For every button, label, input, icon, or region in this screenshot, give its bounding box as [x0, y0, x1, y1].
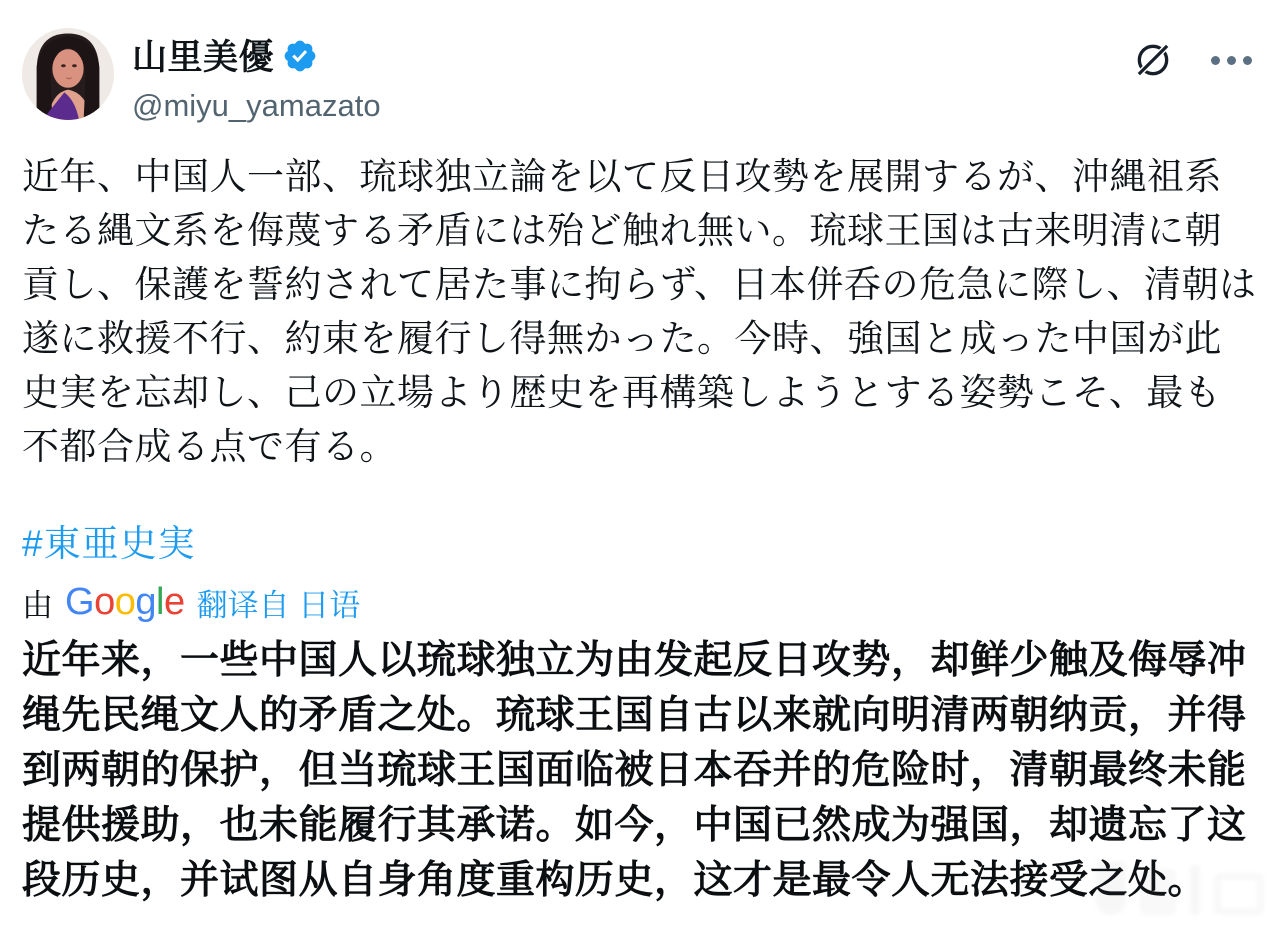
- user-handle: @miyu_yamazato: [132, 88, 381, 123]
- post-text-chinese-translation: 近年来，一些中国人以琉球独立为由发起反日攻势，却鲜少触及侮辱冲绳先民绳文人的矛盾之处。琉球王国自古以来就向明清两朝纳贡，并得到两朝的保护，但当琉球王国面临被日本吞并的危险时，清朝最终未能提供援助，也未能履行其承诺。如今，中国已然成为强国，却遗忘了这段历史，并试图从自身角度重构历史，这才是最令人无法接受之处。: [22, 639, 1247, 902]
- name-row: [132, 30, 381, 80]
- display-name[interactable]: 山里美優: [132, 38, 275, 77]
- verified-badge-icon: [282, 38, 318, 74]
- header-actions: [1133, 26, 1258, 80]
- avatar[interactable]: [22, 28, 114, 120]
- translated-from-link[interactable]: 翻译自 日语: [196, 588, 361, 623]
- avatar-image: [22, 28, 114, 120]
- attribution-prefix: 由: [22, 588, 53, 623]
- hashtag-link[interactable]: #東亜史実: [22, 523, 196, 564]
- more-menu-icon[interactable]: [1211, 50, 1252, 71]
- translation-attribution: [22, 580, 1258, 625]
- post-header: [22, 26, 1258, 124]
- google-logo: Google: [65, 581, 185, 623]
- identity-block: [132, 26, 381, 124]
- grok-icon[interactable]: [1133, 40, 1173, 80]
- post-text-japanese: 近年、中国人一部、琉球独立論を以て反日攻勢を展開するが、沖縄祖系たる縄文系を侮蔑する矛盾には殆ど触れ無い。琉球王国は古来明清に朝貢し、保護を誓約されて居た事に拘らず、日本併呑の危急に際し、清朝は遂に救援不行、約束を履行し得無かった。今時、強国と成った中国が此史実を忘却し、己の立場より歴史を再構築しようとする姿勢こそ、最も不都合成る点で有る。: [22, 156, 1257, 467]
